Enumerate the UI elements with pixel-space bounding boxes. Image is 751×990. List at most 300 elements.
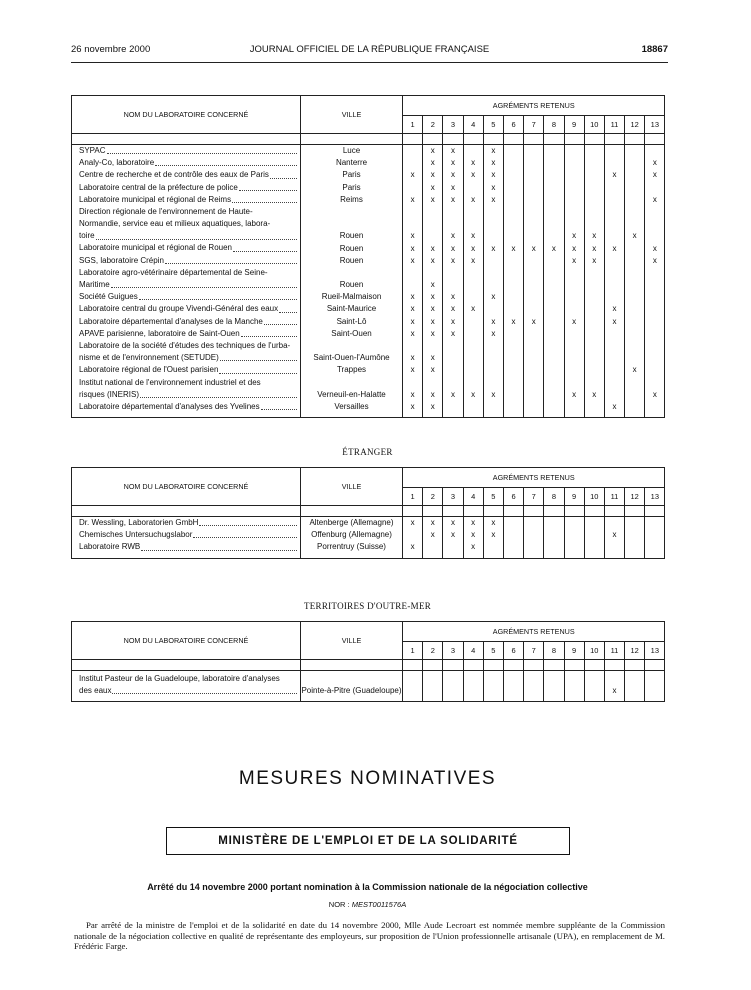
blank-line bbox=[524, 291, 543, 303]
blank-line bbox=[443, 279, 462, 291]
blank-line bbox=[504, 291, 523, 303]
agrement-number-header: 9 bbox=[564, 642, 584, 660]
blank-line bbox=[605, 517, 624, 529]
agrement-column-12 bbox=[625, 517, 645, 559]
blank-line bbox=[625, 255, 644, 267]
agrement-column-13 bbox=[645, 145, 665, 418]
agrement-column-2 bbox=[423, 517, 443, 559]
blank-line bbox=[443, 364, 462, 376]
agrement-column-5 bbox=[483, 671, 503, 702]
agrement-mark: x bbox=[652, 255, 657, 265]
agrement-number-header: 1 bbox=[403, 488, 423, 506]
lab-city: Saint-Lô bbox=[336, 316, 367, 326]
agrement-mark: x bbox=[450, 328, 455, 338]
blank-line bbox=[443, 340, 462, 352]
lab-name bbox=[79, 243, 298, 255]
blank-line bbox=[585, 316, 604, 328]
blank-line bbox=[565, 401, 584, 413]
lab-name bbox=[79, 316, 298, 328]
ministere-box bbox=[166, 827, 570, 855]
leader-dots bbox=[219, 373, 297, 374]
agrement-number-header: 11 bbox=[604, 116, 624, 134]
blank-line bbox=[625, 243, 644, 255]
blank-line bbox=[464, 206, 483, 218]
blank-line bbox=[524, 401, 543, 413]
agrement-column-8 bbox=[544, 145, 564, 418]
blank-line bbox=[301, 340, 402, 352]
agrement-mark: x bbox=[612, 530, 617, 540]
blank-line bbox=[585, 377, 604, 389]
agrement-column-5 bbox=[483, 517, 503, 559]
blank-line bbox=[464, 328, 483, 340]
blank-line bbox=[484, 303, 503, 315]
agrement-mark: x bbox=[410, 170, 415, 180]
agrement-column-12 bbox=[625, 671, 645, 702]
agrement-mark: x bbox=[430, 243, 435, 253]
blank-line bbox=[605, 182, 624, 194]
blank-line bbox=[645, 340, 664, 352]
agrement-mark: x bbox=[491, 292, 496, 302]
blank-line bbox=[544, 316, 563, 328]
agrement-mark: x bbox=[612, 316, 617, 326]
lab-name bbox=[79, 255, 298, 267]
arrete-paragraph: Par arrêté de la ministre de l'emploi et de la solidarité en date du 14 novembre 2000, Mlle Aude Lecroart est nommée membre suppléante de la Commission nationale de la négociation collective en qualité de représentante des employeurs, sur proposition de l'Union professionnelle artisanale (UPA), en remplacement de M. Frédéric Farge. bbox=[74, 920, 665, 951]
agrement-mark: x bbox=[450, 170, 455, 180]
agrement-column-8 bbox=[544, 517, 564, 559]
blank-line bbox=[504, 377, 523, 389]
lab-name bbox=[79, 377, 298, 389]
agrement-column-6 bbox=[503, 517, 523, 559]
blank-line bbox=[544, 291, 563, 303]
blank-line bbox=[605, 206, 624, 218]
blank-line bbox=[484, 673, 503, 685]
agrement-column-7 bbox=[524, 517, 544, 559]
column-header-name: NOM DU LABORATOIRE CONCERNÉ bbox=[72, 96, 301, 134]
lab-name-line: Chemisches Untersuchugslabor bbox=[79, 530, 193, 540]
blank-line bbox=[504, 364, 523, 376]
blank-line bbox=[423, 218, 442, 230]
blank-line bbox=[301, 377, 402, 389]
lab-name-column bbox=[72, 517, 301, 559]
lab-name-line: Institut Pasteur de la Guadeloupe, laboratoire d'analyses bbox=[79, 673, 280, 683]
blank-line bbox=[544, 328, 563, 340]
agrement-mark: x bbox=[430, 328, 435, 338]
blank-line bbox=[544, 541, 563, 553]
blank-line bbox=[484, 340, 503, 352]
blank-line bbox=[625, 145, 644, 157]
agrement-mark: x bbox=[410, 401, 415, 411]
blank-line bbox=[484, 364, 503, 376]
lab-name-line: risques (INERIS) bbox=[79, 389, 140, 399]
blank-line bbox=[464, 340, 483, 352]
blank-line bbox=[605, 377, 624, 389]
lab-name bbox=[79, 517, 298, 529]
agrement-mark: x bbox=[491, 182, 496, 192]
blank-line bbox=[301, 218, 402, 230]
blank-line bbox=[605, 340, 624, 352]
agrement-number-header: 12 bbox=[625, 488, 645, 506]
agrement-mark: x bbox=[410, 292, 415, 302]
leader-dots bbox=[140, 397, 297, 398]
blank-line bbox=[524, 255, 543, 267]
agrement-mark: x bbox=[491, 146, 496, 155]
blank-line bbox=[585, 194, 604, 206]
agrement-number-header: 13 bbox=[645, 642, 665, 660]
blank-line bbox=[645, 230, 664, 242]
agrement-column-2 bbox=[423, 145, 443, 418]
agrement-mark: x bbox=[450, 231, 455, 241]
blank-line bbox=[625, 340, 644, 352]
blank-line bbox=[443, 267, 462, 279]
blank-line bbox=[544, 182, 563, 194]
blank-line bbox=[484, 279, 503, 291]
lab-name bbox=[79, 685, 298, 697]
agrement-number-header: 3 bbox=[443, 642, 463, 660]
blank-line bbox=[544, 218, 563, 230]
lab-name bbox=[79, 340, 298, 352]
blank-line bbox=[484, 377, 503, 389]
agrement-number-header: 13 bbox=[645, 116, 665, 134]
blank-line bbox=[605, 194, 624, 206]
lab-name bbox=[79, 529, 298, 541]
agrement-mark: x bbox=[450, 182, 455, 192]
column-header-name: NOM DU LABORATOIRE CONCERNÉ bbox=[72, 468, 301, 506]
lab-name-line: Laboratoire régional de l'Ouest parisien bbox=[79, 365, 219, 375]
lab-city: Rouen bbox=[339, 255, 364, 265]
blank-line bbox=[645, 673, 664, 685]
blank-line bbox=[484, 218, 503, 230]
lab-name bbox=[79, 541, 298, 553]
agrement-mark: x bbox=[572, 231, 577, 241]
agrement-mark: x bbox=[430, 255, 435, 265]
agrement-mark: x bbox=[491, 243, 496, 253]
blank-line bbox=[524, 279, 543, 291]
blank-line bbox=[585, 673, 604, 685]
agrement-mark: x bbox=[471, 158, 476, 168]
lab-name bbox=[79, 328, 298, 340]
blank-line bbox=[464, 267, 483, 279]
agrement-number-header: 6 bbox=[503, 488, 523, 506]
agrement-mark: x bbox=[410, 243, 415, 253]
blank-line bbox=[504, 389, 523, 401]
lab-name bbox=[79, 401, 298, 413]
agrement-mark: x bbox=[511, 316, 516, 326]
blank-line bbox=[524, 377, 543, 389]
blank-line bbox=[504, 328, 523, 340]
agrement-number-header: 3 bbox=[443, 116, 463, 134]
journal-title: JOURNAL OFFICIEL DE LA RÉPUBLIQUE FRANÇAISE bbox=[249, 44, 490, 55]
agrement-mark: x bbox=[511, 243, 516, 253]
blank-line bbox=[464, 316, 483, 328]
blank-line bbox=[464, 352, 483, 364]
agrement-column-5 bbox=[483, 145, 503, 418]
agrement-number-header: 11 bbox=[604, 488, 624, 506]
blank-line bbox=[625, 267, 644, 279]
lab-name bbox=[79, 157, 298, 169]
blank-line bbox=[504, 685, 523, 697]
blank-line bbox=[403, 267, 422, 279]
column-header-agrements: AGRÉMENTS RETENUS bbox=[403, 96, 665, 116]
blank-line bbox=[423, 541, 442, 553]
blank-line bbox=[524, 157, 543, 169]
agrement-mark: x bbox=[652, 194, 657, 204]
blank-line bbox=[605, 541, 624, 553]
blank-line bbox=[645, 377, 664, 389]
agrement-number-header: 2 bbox=[423, 642, 443, 660]
agrement-mark: x bbox=[430, 353, 435, 363]
agrement-column-2 bbox=[423, 671, 443, 702]
agrement-number-header: 13 bbox=[645, 488, 665, 506]
blank-line bbox=[605, 279, 624, 291]
blank-line bbox=[484, 206, 503, 218]
blank-line bbox=[625, 352, 644, 364]
lab-name-column bbox=[72, 145, 301, 418]
blank-line bbox=[544, 267, 563, 279]
blank-line bbox=[504, 230, 523, 242]
lab-city: Nanterre bbox=[335, 158, 368, 168]
blank-line bbox=[504, 169, 523, 181]
agrement-mark: x bbox=[410, 328, 415, 338]
lab-name bbox=[79, 352, 298, 364]
blank-line bbox=[605, 230, 624, 242]
blank-line bbox=[464, 218, 483, 230]
blank-line bbox=[504, 157, 523, 169]
lab-city: Paris bbox=[342, 170, 361, 180]
blank-line bbox=[524, 517, 543, 529]
agrement-number-header: 10 bbox=[584, 488, 604, 506]
blank-line bbox=[605, 352, 624, 364]
blank-line bbox=[645, 145, 664, 157]
blank-line bbox=[625, 673, 644, 685]
lab-city: Rueil-Malmaison bbox=[321, 292, 382, 302]
lab-name-line: toire bbox=[79, 231, 95, 241]
agrement-column-11 bbox=[604, 145, 624, 418]
agrement-number-header: 1 bbox=[403, 642, 423, 660]
blank-line bbox=[403, 685, 422, 697]
blank-line bbox=[464, 364, 483, 376]
blank-line bbox=[484, 401, 503, 413]
blank-line bbox=[544, 194, 563, 206]
agrement-mark: x bbox=[572, 389, 577, 399]
blank-line bbox=[504, 218, 523, 230]
blank-line bbox=[625, 194, 644, 206]
agrement-mark: x bbox=[471, 255, 476, 265]
agrement-number-header: 12 bbox=[625, 642, 645, 660]
agrement-number-header: 8 bbox=[544, 642, 564, 660]
lab-name-line: Institut national de l'environnement industriel et des bbox=[79, 377, 261, 387]
blank-line bbox=[443, 206, 462, 218]
blank-line bbox=[565, 352, 584, 364]
blank-line bbox=[443, 352, 462, 364]
blank-line bbox=[443, 401, 462, 413]
agrement-mark: x bbox=[592, 243, 597, 253]
lab-name-line: APAVE parisienne, laboratoire de Saint-Ouen bbox=[79, 328, 240, 338]
blank-line bbox=[544, 206, 563, 218]
blank-line bbox=[464, 377, 483, 389]
blank-line bbox=[423, 230, 442, 242]
blank-line bbox=[504, 340, 523, 352]
blank-line bbox=[504, 145, 523, 157]
blank-line bbox=[625, 401, 644, 413]
blank-line bbox=[301, 206, 402, 218]
lab-name-column bbox=[72, 671, 301, 702]
column-header-city: VILLE bbox=[301, 468, 403, 506]
agrement-column-11 bbox=[604, 671, 624, 702]
blank-line bbox=[544, 401, 563, 413]
lab-city: Saint-Maurice bbox=[326, 304, 377, 314]
lab-city: Trappes bbox=[336, 365, 367, 375]
blank-line bbox=[645, 182, 664, 194]
blank-line bbox=[524, 529, 543, 541]
blank-line bbox=[423, 685, 442, 697]
mesures-nominatives-heading: MESURES NOMINATIVES bbox=[238, 768, 497, 789]
blank-line bbox=[565, 291, 584, 303]
lab-name-line: SYPAC bbox=[79, 145, 106, 155]
agrement-number-header: 7 bbox=[524, 488, 544, 506]
agrement-mark: x bbox=[592, 231, 597, 241]
lab-city: Rouen bbox=[339, 231, 364, 241]
lab-name bbox=[79, 279, 298, 291]
blank-line bbox=[524, 673, 543, 685]
agrement-mark: x bbox=[410, 194, 415, 204]
lab-name-line: Normandie, service eau et milieux aquatiques, labora- bbox=[79, 219, 271, 229]
blank-line bbox=[625, 541, 644, 553]
agrement-mark: x bbox=[652, 170, 657, 180]
blank-line bbox=[585, 328, 604, 340]
lab-name-line: Laboratoire central du groupe Vivendi-Général des eaux bbox=[79, 304, 279, 314]
blank-line bbox=[504, 267, 523, 279]
blank-line bbox=[504, 352, 523, 364]
leader-dots bbox=[112, 693, 297, 694]
blank-line bbox=[504, 303, 523, 315]
lab-name-line: Laboratoire agro-vétérinaire départemental de Seine- bbox=[79, 267, 268, 277]
blank-line bbox=[585, 279, 604, 291]
agrement-mark: x bbox=[430, 194, 435, 204]
city-column bbox=[301, 145, 403, 418]
agrement-number-header: 9 bbox=[564, 116, 584, 134]
blank-line bbox=[544, 145, 563, 157]
agrement-number-header: 4 bbox=[463, 642, 483, 660]
blank-line bbox=[625, 218, 644, 230]
agrement-mark: x bbox=[450, 316, 455, 326]
lab-name-line: Laboratoire départemental d'analyses des Yvelines bbox=[79, 401, 260, 411]
blank-line bbox=[443, 685, 462, 697]
agrement-mark: x bbox=[471, 170, 476, 180]
blank-line bbox=[645, 517, 664, 529]
blank-line bbox=[585, 303, 604, 315]
blank-line bbox=[544, 169, 563, 181]
blank-line bbox=[544, 352, 563, 364]
agrement-mark: x bbox=[430, 182, 435, 192]
lab-name-line: Laboratoire RWB bbox=[79, 542, 141, 552]
agrement-number-header: 10 bbox=[584, 116, 604, 134]
blank-line bbox=[645, 303, 664, 315]
agrement-mark: x bbox=[430, 530, 435, 540]
blank-line bbox=[625, 291, 644, 303]
leader-dots bbox=[270, 178, 297, 179]
lab-name bbox=[79, 230, 298, 242]
blank-line bbox=[464, 291, 483, 303]
agrement-mark: x bbox=[450, 146, 455, 155]
blank-line bbox=[544, 377, 563, 389]
blank-line bbox=[645, 541, 664, 553]
agrement-mark: x bbox=[450, 518, 455, 527]
agrement-mark: x bbox=[612, 686, 617, 696]
blank-line bbox=[565, 340, 584, 352]
agrement-mark: x bbox=[450, 194, 455, 204]
blank-line bbox=[605, 328, 624, 340]
lab-city: Verneuil-en-Halatte bbox=[317, 389, 386, 399]
lab-name bbox=[79, 267, 298, 279]
lab-city: Reims bbox=[340, 194, 363, 204]
agrement-mark: x bbox=[410, 255, 415, 265]
blank-line bbox=[605, 364, 624, 376]
nor-label: NOR : bbox=[328, 900, 350, 909]
agrement-column-12 bbox=[625, 145, 645, 418]
agrement-mark: x bbox=[430, 389, 435, 399]
agrement-mark: x bbox=[430, 304, 435, 314]
blank-line bbox=[544, 279, 563, 291]
leader-dots bbox=[111, 287, 297, 288]
blank-line bbox=[504, 529, 523, 541]
blank-line bbox=[403, 377, 422, 389]
leader-dots bbox=[107, 153, 297, 154]
lab-name-line: Centre de recherche et de contrôle des eaux de Paris bbox=[79, 170, 269, 180]
blank-line bbox=[625, 529, 644, 541]
lab-name bbox=[79, 389, 298, 401]
blank-line bbox=[443, 218, 462, 230]
leader-dots bbox=[193, 537, 297, 538]
agrement-mark: x bbox=[531, 316, 536, 326]
agrement-mark: x bbox=[592, 255, 597, 265]
lab-city: Rouen bbox=[339, 243, 364, 253]
blank-line bbox=[585, 340, 604, 352]
leader-dots bbox=[232, 202, 297, 203]
lab-name-line: des eaux bbox=[79, 686, 112, 696]
blank-line bbox=[423, 377, 442, 389]
blank-line bbox=[605, 291, 624, 303]
agrement-column-13 bbox=[645, 671, 665, 702]
blank-line bbox=[484, 267, 503, 279]
blank-line bbox=[484, 255, 503, 267]
blank-line bbox=[524, 389, 543, 401]
agrement-column-10 bbox=[584, 145, 604, 418]
lab-city: Porrentruy (Suisse) bbox=[317, 542, 386, 552]
agrement-mark: x bbox=[471, 518, 476, 527]
agrement-mark: x bbox=[410, 231, 415, 241]
blank-line bbox=[605, 673, 624, 685]
agrement-column-4 bbox=[463, 517, 483, 559]
blank-line bbox=[544, 517, 563, 529]
blank-line bbox=[605, 255, 624, 267]
lab-city: Rouen bbox=[339, 280, 364, 290]
blank-line bbox=[625, 279, 644, 291]
blank-line bbox=[645, 364, 664, 376]
agrement-mark: x bbox=[410, 304, 415, 314]
blank-line bbox=[544, 230, 563, 242]
agrement-number-header: 8 bbox=[544, 488, 564, 506]
blank-line bbox=[625, 377, 644, 389]
blank-line bbox=[544, 685, 563, 697]
blank-line bbox=[565, 194, 584, 206]
agrement-mark: x bbox=[632, 365, 637, 375]
agrement-column-1 bbox=[403, 671, 423, 702]
leader-dots bbox=[239, 190, 297, 191]
blank-line bbox=[524, 145, 543, 157]
agrement-mark: x bbox=[491, 158, 496, 168]
agrement-mark: x bbox=[612, 243, 617, 253]
blank-line bbox=[464, 145, 483, 157]
